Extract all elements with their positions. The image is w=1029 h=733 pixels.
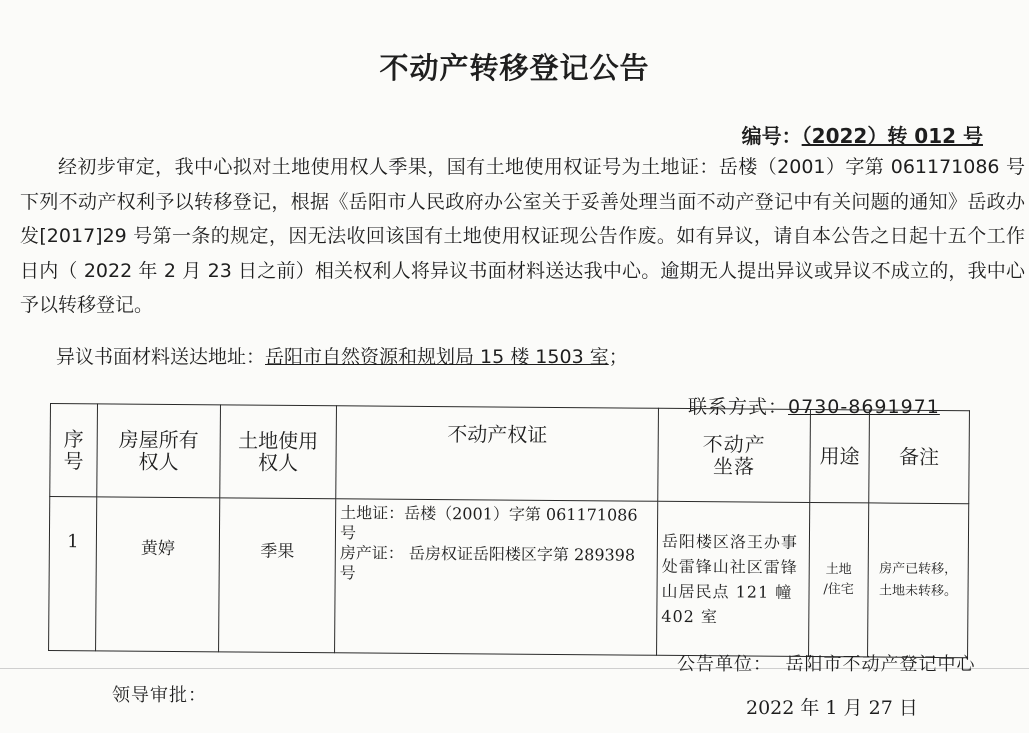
- document-number-label: 编号：: [741, 124, 802, 148]
- cell-use-line2: /住宅: [823, 581, 854, 597]
- announcement-body: 经初步审定，我中心拟对土地使用权人季果，国有土地使用权证号为土地证：岳楼（2001）字第 061171086 号下列不动产权利予以转移登记，根据《岳阳市人民政府办公室关于妥善处理当面不动产登记中有关问题的通知》岳政办发[2017]29 号第一条的规定，因无法收回该国有土地使用权证现公告作废。如有异议，请自本公告之日起十五个工作日内（ 2022 年 2 月 23 日之前）相关权利人将异议书面材料送达我中心。逾期无人提出异议或异议不成立的，我中心予以转移登记。: [20, 156, 1025, 316]
- header-location: [658, 408, 811, 502]
- issuing-unit-value: 岳阳市不动产登记中心: [785, 654, 976, 675]
- cell-note-line2: 土地未转移。: [878, 583, 958, 599]
- header-land-user-line2: 权人: [257, 450, 299, 475]
- header-use: [810, 409, 870, 502]
- property-table: [48, 403, 970, 658]
- objection-address: [56, 342, 628, 369]
- announcement-date: 2022 年 1 月 27 日: [746, 697, 918, 719]
- header-note: [869, 410, 970, 504]
- header-seq: [50, 404, 98, 497]
- header-land-user: [220, 405, 337, 499]
- header-location-line1: 不动产: [702, 432, 766, 457]
- cell-house-owner: 黄婷: [96, 497, 220, 652]
- page-title: 不动产转移登记公告: [379, 51, 650, 85]
- cell-land-user: 季果: [219, 498, 336, 653]
- header-house-owner-line1: 房屋所有: [118, 427, 199, 453]
- cell-use-line1: 土地: [825, 561, 852, 577]
- table-header-row: [50, 404, 970, 504]
- header-seq-line1: 序: [63, 427, 84, 452]
- header-location-line2: 坐落: [712, 454, 756, 479]
- leader-approval-label: 领导审批：: [112, 685, 207, 706]
- cell-note: [868, 503, 969, 658]
- header-certificate: [336, 406, 659, 502]
- cell-location: 岳阳楼区洛王办事处雷锋山社区雷锋山居民点 121 幢 402 室: [657, 501, 810, 656]
- cell-use: [809, 502, 869, 656]
- table-row: [49, 497, 969, 658]
- objection-address-label: 异议书面材料送达地址：: [56, 346, 266, 368]
- contact-label: 联系方式：: [688, 396, 789, 418]
- issuing-unit: [677, 650, 975, 676]
- cell-certificate-house: 房产证： 岳房权证岳阳楼区字第 289398 号: [339, 543, 636, 583]
- header-house-owner: [97, 404, 221, 498]
- issuing-unit-label: 公告单位：: [677, 654, 772, 675]
- header-seq-line2: 号: [63, 449, 84, 474]
- cell-note-line1: 房产已转移，: [879, 561, 958, 577]
- document-number-value: （2022）转 012 号: [801, 124, 983, 148]
- objection-address-suffix: ；: [608, 346, 628, 368]
- header-house-owner-line2: 权人: [138, 449, 179, 475]
- document-number: [742, 120, 983, 149]
- contact-phone: 0730-8691971: [788, 396, 940, 418]
- header-certificate-label: 不动产权证: [447, 422, 548, 447]
- cell-seq: 1: [49, 497, 97, 651]
- header-use-label: 用途: [819, 444, 860, 469]
- header-note-label: 备注: [899, 444, 940, 469]
- cell-certificate: [335, 499, 658, 656]
- objection-address-value: 岳阳市自然资源和规划局 15 楼 1503 室: [265, 346, 609, 368]
- cell-certificate-land: 土地证：岳楼（2001）字第 061171086 号: [339, 503, 638, 543]
- header-land-user-line1: 土地使用: [238, 428, 319, 454]
